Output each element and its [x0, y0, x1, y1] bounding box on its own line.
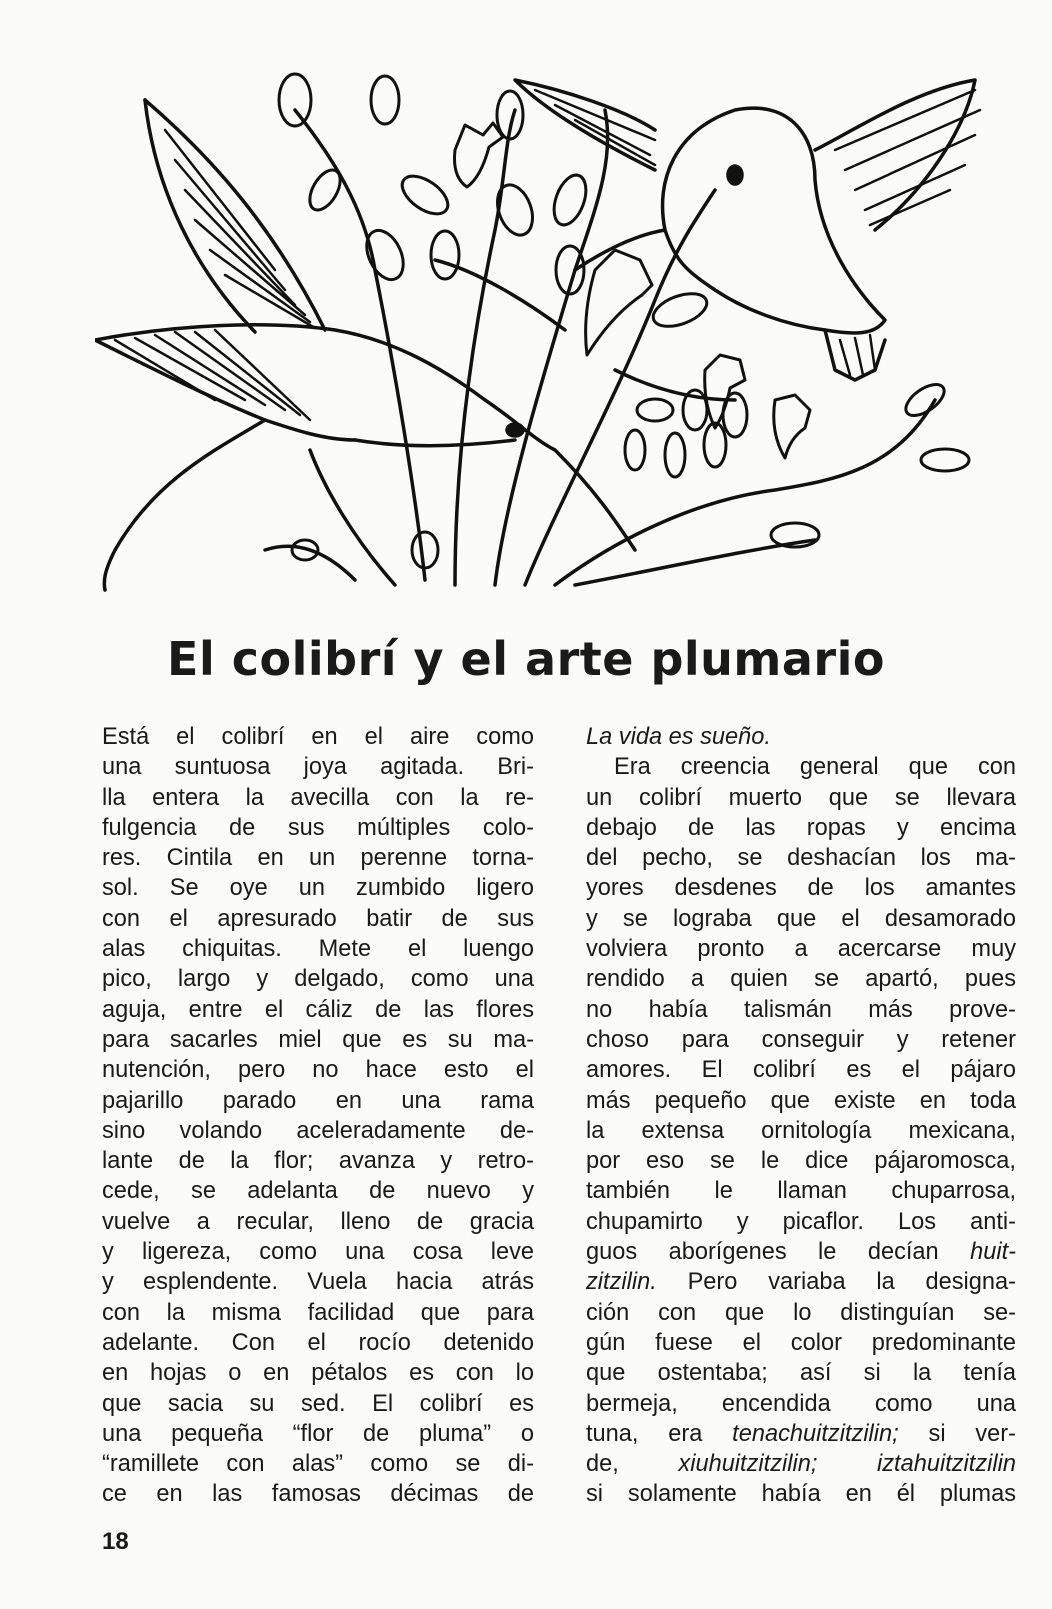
- text-line: gún fuese el color predominante: [586, 1329, 1016, 1356]
- text-line: del pecho, se deshacían los ma-: [586, 845, 1016, 872]
- text-line: y ligereza, como una cosa leve: [102, 1239, 534, 1266]
- text-segment-italic: tenachuitzitzilin;: [732, 1420, 899, 1447]
- text-line: una suntuosa joya agitada. Bri-: [102, 754, 534, 781]
- text-line: si solamente había en él plumas: [586, 1481, 1016, 1508]
- text-segment: de,: [586, 1451, 679, 1478]
- text-line: por eso se le dice pájaromosca,: [586, 1148, 1016, 1175]
- text-line: que sacia su sed. El colibrí es: [102, 1390, 534, 1417]
- text-line: Era creencia general que con: [614, 754, 1016, 781]
- text-line: chupamirto y picaflor. Los anti-: [586, 1208, 1016, 1235]
- text-line-book-title: La vida es sueño.: [586, 724, 771, 750]
- text-line: debajo de las ropas y encima: [586, 814, 1016, 841]
- flower-stems-icon: [265, 110, 935, 585]
- text-line: también le llaman chuparrosa,: [586, 1178, 1016, 1205]
- text-line: una pequeña “flor de pluma” o: [102, 1420, 534, 1447]
- text-line: nutención, pero no hace esto el: [102, 1057, 534, 1084]
- text-line: alas chiquitas. Mete el luengo: [102, 936, 534, 963]
- text-line: adelante. Con el rocío detenido: [102, 1329, 534, 1356]
- text-line: Está el colibrí en el aire como: [102, 724, 534, 750]
- text-segment: guos aborígenes le decían: [586, 1239, 971, 1266]
- text-line: con la misma facilidad que para: [102, 1299, 534, 1326]
- text-line: choso para conseguir y retener: [586, 1026, 1016, 1053]
- text-segment: tuna, era: [586, 1420, 733, 1447]
- text-line: sino volando aceleradamente de-: [102, 1117, 534, 1144]
- text-line: [586, 1449, 1016, 1479]
- text-line: ce en las famosas décimas de: [102, 1481, 534, 1508]
- page-number: 18: [102, 1528, 129, 1555]
- text-line: “ramillete con alas” como se di-: [102, 1451, 534, 1478]
- text-line: volviera pronto a acercarse muy: [586, 936, 1016, 963]
- left-text-column: [102, 722, 534, 1510]
- text-line: vuelve a recular, lleno de gracia: [102, 1208, 534, 1235]
- text-line: cede, se adelanta de nuevo y: [102, 1178, 534, 1205]
- text-line: y esplendente. Vuela hacia atrás: [102, 1269, 534, 1296]
- text-line: que ostentaba; así si la tenía: [586, 1360, 1016, 1387]
- text-line: lla entera la avecilla con la re-: [102, 784, 534, 811]
- text-line: [586, 1419, 1016, 1449]
- text-line: un colibrí muerto que se llevara: [586, 784, 1016, 811]
- text-segment-italic: huit-: [970, 1239, 1016, 1266]
- hummingbird-illustration-icon: [95, 70, 1015, 600]
- text-line: lante de la flor; avanza y retro-: [102, 1148, 534, 1175]
- text-line: sol. Se oye un zumbido ligero: [102, 875, 534, 902]
- text-segment: si ver-: [898, 1420, 1016, 1447]
- text-segment: Pero variaba la designa-: [656, 1269, 1016, 1296]
- text-segment-italic: xiuhuitzitzilin; iztahuitzitzilin: [678, 1451, 1016, 1478]
- text-line: para sacarles miel que es su ma-: [102, 1026, 534, 1053]
- text-line: con el apresurado batir de sus: [102, 905, 534, 932]
- text-line: [586, 1267, 1016, 1297]
- text-line: no había talismán más prove-: [586, 996, 1016, 1023]
- text-line: bermeja, encendida como una: [586, 1390, 1016, 1417]
- right-text-column: [586, 722, 1016, 1510]
- text-line: yores desdenes de los amantes: [586, 875, 1016, 902]
- text-segment-italic: zitzilin.: [586, 1269, 657, 1296]
- text-line: pico, largo y delgado, como una: [102, 966, 534, 993]
- text-line: pajarillo parado en una rama: [102, 1087, 534, 1114]
- page-title: El colibrí y el arte plumario: [167, 632, 885, 686]
- text-line: [586, 1237, 1016, 1267]
- text-line: fulgencia de sus múltiples colo-: [102, 814, 534, 841]
- text-line: en hojas o en pétalos es con lo: [102, 1360, 534, 1387]
- text-line: más pequeño que existe en toda: [586, 1087, 1016, 1114]
- text-line: res. Cintila en un perenne torna-: [102, 845, 534, 872]
- text-line: aguja, entre el cáliz de las flores: [102, 996, 534, 1023]
- text-line: ción con que lo distinguían se-: [586, 1299, 1016, 1326]
- text-line: y se lograba que el desamorado: [586, 905, 1016, 932]
- text-line: la extensa ornitología mexicana,: [586, 1117, 1016, 1144]
- text-line: amores. El colibrí es el pájaro: [586, 1057, 1016, 1084]
- text-line: rendido a quien se apartó, pues: [586, 966, 1016, 993]
